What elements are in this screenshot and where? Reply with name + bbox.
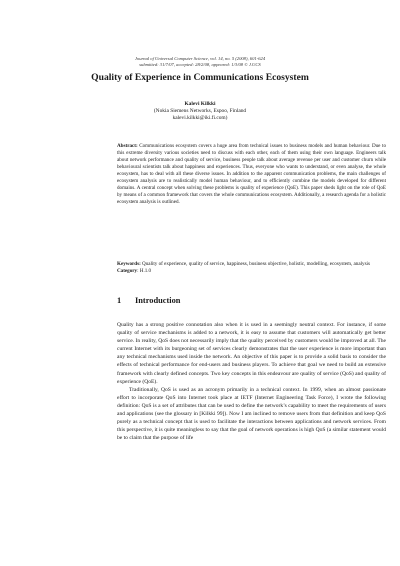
- section-heading: [117, 296, 386, 306]
- author-name: Kalevi Kilkki: [184, 101, 216, 107]
- keywords-text: Quality of experience, quality of service, happiness, business objective, holistic, modelling, ecosystem, analysis: [140, 261, 370, 267]
- journal-citation: Journal of Universal Computer Science, vol. 14, no. 5 (2008), 601-624: [134, 56, 266, 61]
- journal-header: [0, 56, 400, 68]
- abstract-label: Abstract:: [117, 143, 138, 149]
- section-title: Introduction: [135, 296, 181, 305]
- journal-dates: submitted: 31/7/07, accepted: 28/2/08, appeared: 1/3/08 © J.UCS: [139, 62, 261, 67]
- paragraph: Traditionally, QoS is used as an acronym primarily in a technical context. In 1999, when an almost passionate effort to incorporate QoS into Internet took place at IETF (Internet Engineering Task Force), I wrote the following definition: QoS is a set of attributes that can be used to define the network’s capability to meet the requirements of users and applications (see the glossary in [Kilkki 99]). Now I am inclined to remove users from that definition and keep QoS purely as a technical concept that is used to facilitate the interactions between applications and network services. From this perspective, it is quite meaningless to say that the goal of network operations is high QoS (a similar statement would be to claim that the purpose of life: [117, 386, 386, 442]
- abstract-text: Communications ecosystem covers a huge area from technical issues to business models and human behaviour. Due to this extreme diversity various societies need to discuss with each other, each of them using their own language. Engineers talk about network performance and quality of service, business people talk about average revenue per user and customer churn while behavioural scientists talk about happiness and experiences. Thus, everyone who wants to understand, or even analyse, the whole ecosystem, has to deal with all these diverse issues. In addition to the apparent communication problems, the main challenges of ecosystem analysis are to realistically model human behaviour, and to efficiently combine the models developed for different domains. A central concept when solving these problems is quality of experience (QoE). This paper sheds light on the role of QoE by means of a common framework that covers the whole communications ecosystem. Additionally, a research agenda for a holistic ecosystem analysis is outlined.: [117, 143, 386, 206]
- category-label: Category: [117, 268, 138, 275]
- section-number: 1: [117, 296, 122, 305]
- author-affiliation: (Nokia Siemens Networks, Espoo, Finland: [153, 108, 247, 114]
- category-value: : H.1.0: [137, 268, 152, 275]
- author-block: [0, 101, 400, 122]
- paragraph: Quality has a strong positive connotation also when it is used in a seemingly neutral context. For instance, if some quality of service mechanisms is added to a network, it is easy to assume that customers will automatically get better service. In reality, QoS does not necessarily imply that the quality perceived by customers would be improved at all. The current Internet with its burgeoning set of services clearly demonstrates that the user experience is more important than any technical mechanisms used inside the network. An objective of this paper is to provide a solid basis to consider the effects of technical performance for end-users and business players. To achieve that goal we need to build an extensive framework with clearly defined concepts. Two key concepts in this endeavour are quality of service (QoS) and quality of experience (QoE).: [117, 322, 386, 385]
- keywords-block: [117, 261, 386, 275]
- keywords-label: Keywords:: [117, 261, 141, 267]
- paper-title: Quality of Experience in Communications Ecosystem: [91, 72, 309, 83]
- author-email: kalevi.kilkki@iki.fi.com): [172, 115, 228, 121]
- category-line: [117, 268, 386, 275]
- section-body: [117, 321, 386, 442]
- abstract: [117, 143, 386, 206]
- keywords-line: [117, 261, 386, 268]
